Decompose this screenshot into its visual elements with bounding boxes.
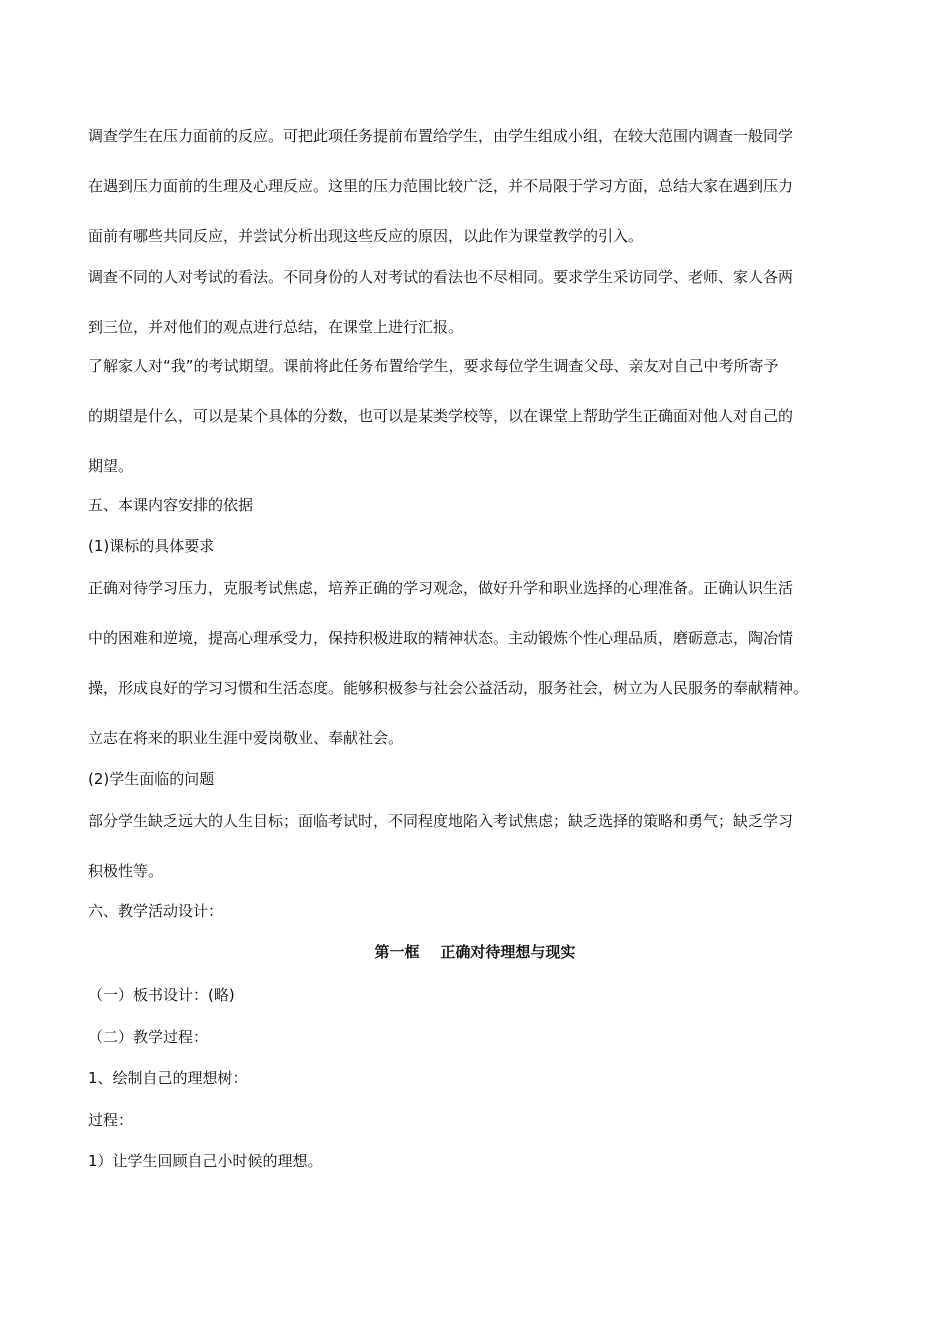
paragraph-line: 积极性等。 [88,862,164,880]
paragraph-line: 的期望是什么，可以是某个具体的分数，也可以是某类学校等，以在课堂上帮助学生正确面对他人对自己的 [88,407,794,425]
section-title: 第一框 正确对待理想与现实 [374,943,576,961]
paragraph-line: 1）让学生回顾自己小时候的理想。 [88,1152,323,1170]
paragraph-line: 1、绘制自己的理想树： [88,1069,248,1087]
section-heading: 五、本课内容安排的依据 [88,496,254,514]
paragraph-line: 部分学生缺乏远大的人生目标；面临考试时，不同程度地陷入考试焦虑；缺乏选择的策略和勇气；缺乏学习 [88,812,794,830]
paragraph-line: 面前有哪些共同反应，并尝试分析出现这些反应的原因，以此作为课堂教学的引入。 [88,227,644,245]
paragraph-line: 中的困难和逆境，提高心理承受力，保持积极进取的精神状态。主动锻炼个性心理品质，磨砺意志，陶冶情 [88,629,794,647]
paragraph-line: 调查不同的人对考试的看法。不同身份的人对考试的看法也不尽相同。要求学生采访同学、老师、家人各两 [88,268,794,286]
section-heading: 六、教学活动设计： [88,902,224,920]
paragraph-line: 过程： [88,1111,134,1129]
paragraph-line: 期望。 [88,457,134,475]
paragraph-line: 了解家人对“我”的考试期望。课前将此任务布置给学生，要求每位学生调查父母、亲友对自己中考所寄予 [88,357,779,375]
paragraph-line: （二）教学过程： [88,1028,209,1046]
paragraph-line: 在遇到压力面前的生理及心理反应。这里的压力范围比较广泛，并不局限于学习方面，总结大家在遇到压力 [88,177,794,195]
paragraph-line: 立志在将来的职业生涯中爱岗敬业、奉献社会。 [88,729,404,747]
paragraph-line: 正确对待学习压力，克服考试焦虑，培养正确的学习观念，做好升学和职业选择的心理准备。正确认识生活 [88,579,794,597]
paragraph-line: 到三位，并对他们的观点进行总结，在课堂上进行汇报。 [88,318,464,336]
paragraph-line: 操，形成良好的学习习惯和生活态度。能够积极参与社会公益活动，服务社会，树立为人民服务的奉献精神。 [88,679,809,697]
paragraph-line: 调查学生在压力面前的反应。可把此项任务提前布置给学生，由学生组成小组，在较大范围内调查一般同学 [88,127,794,145]
paragraph-line: （一）板书设计：(略) [88,986,235,1004]
subsection-heading: (1)课标的具体要求 [88,537,215,555]
subsection-heading: (2)学生面临的问题 [88,770,215,788]
